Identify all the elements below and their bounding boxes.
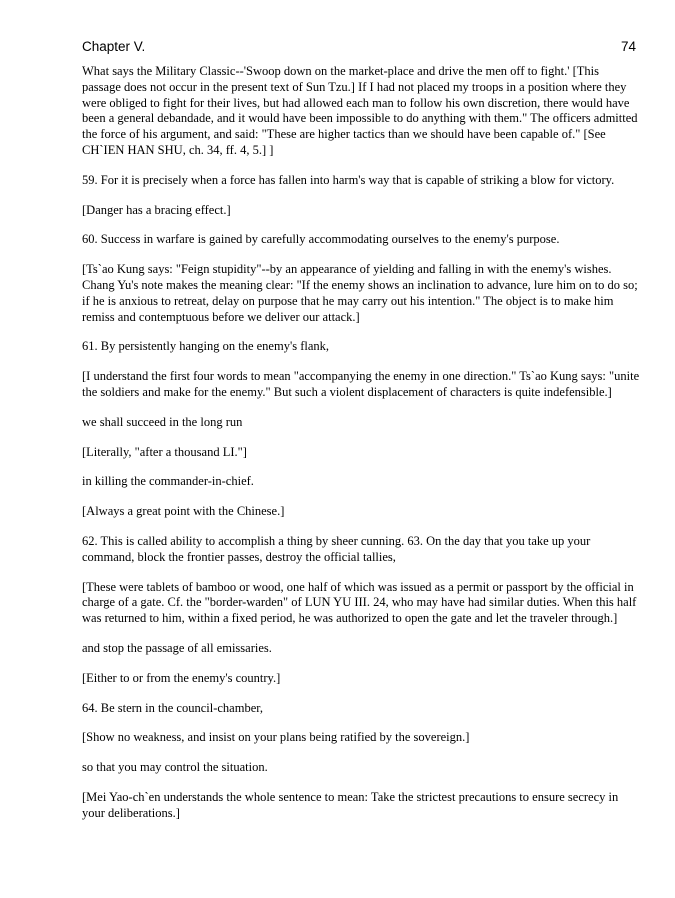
paragraph: so that you may control the situation.: [82, 760, 268, 775]
paragraph: [Always a great point with the Chinese.]: [82, 504, 285, 519]
paragraph: 62. This is called ability to accomplish a thing by sheer cunning. 63. On the day that you take up your command, block the frontier passes, destroy the official tallies,: [82, 533, 591, 564]
paragraph: [Either to or from the enemy's country.]: [82, 670, 281, 685]
paragraph: 60. Success in warfare is gained by carefully accommodating ourselves to the enemy's purpose.: [82, 232, 560, 247]
paragraph: [Mei Yao-ch`en understands the whole sentence to mean: Take the strictest precautions to ensure secrecy in your deliberations.]: [82, 789, 619, 820]
paragraph: [I understand the first four words to mean "accompanying the enemy in one direction." Ts`ao Kung says: "unite the soldiers and make for the enemy." But such a violent displacement of characters is quite indefensible.]: [82, 369, 640, 399]
page-header: [82, 39, 636, 57]
paragraph: [These were tablets of bamboo or wood, one half of which was issued as a permit or passport by the official in charge of a gate. Cf. the "border-warden" of LUN YU III. 24, who may have had similar duties. When this half was returned to him, within a fixed period, he was authorized to open the gate and let the traveler through.]: [82, 579, 637, 626]
paragraph: [Show no weakness, and insist on your plans being ratified by the sovereign.]: [82, 730, 470, 745]
document-body: [82, 64, 640, 836]
paragraph: 64. Be stern in the council-chamber,: [82, 700, 264, 715]
paragraph: and stop the passage of all emissaries.: [82, 640, 272, 655]
chapter-title: Chapter V.: [82, 39, 146, 54]
page-number: 74: [620, 39, 636, 54]
paragraph: we shall succeed in the long run: [82, 414, 243, 429]
paragraph: in killing the commander-in-chief.: [82, 474, 254, 489]
paragraph: 61. By persistently hanging on the enemy's flank,: [82, 339, 330, 354]
paragraph: What says the Military Classic--'Swoop down on the market-place and drive the men off to fight.' [This passage does not occur in the present text of Sun Tzu.] If I had not placed my troops in a position where they were obliged to fight for their lives, but had allowed each man to follow his own discretion, there would have been a general debandade, and it would have been impossible to do anything with them." The officers admitted the force of his argument, and said: "These are higher tactics than we should have been capable of." [See CH`IEN HAN SHU, ch. 34, ff. 4, 5.] ]: [82, 64, 638, 157]
paragraph: [Literally, "after a thousand LI."]: [82, 444, 247, 459]
paragraph: 59. For it is precisely when a force has fallen into harm's way that is capable of striking a blow for victory.: [82, 172, 615, 187]
paragraph: [Ts`ao Kung says: "Feign stupidity"--by an appearance of yielding and falling in with the enemy's wishes. Chang Yu's note makes the meaning clear: "If the enemy shows an inclination to advance, lure him on to do so; if he is anxious to retreat, delay on purpose that he may carry out his intention." The object is to make him remiss and contemptuous before we deliver our attack.]: [82, 262, 638, 324]
paragraph: [Danger has a bracing effect.]: [82, 202, 231, 217]
